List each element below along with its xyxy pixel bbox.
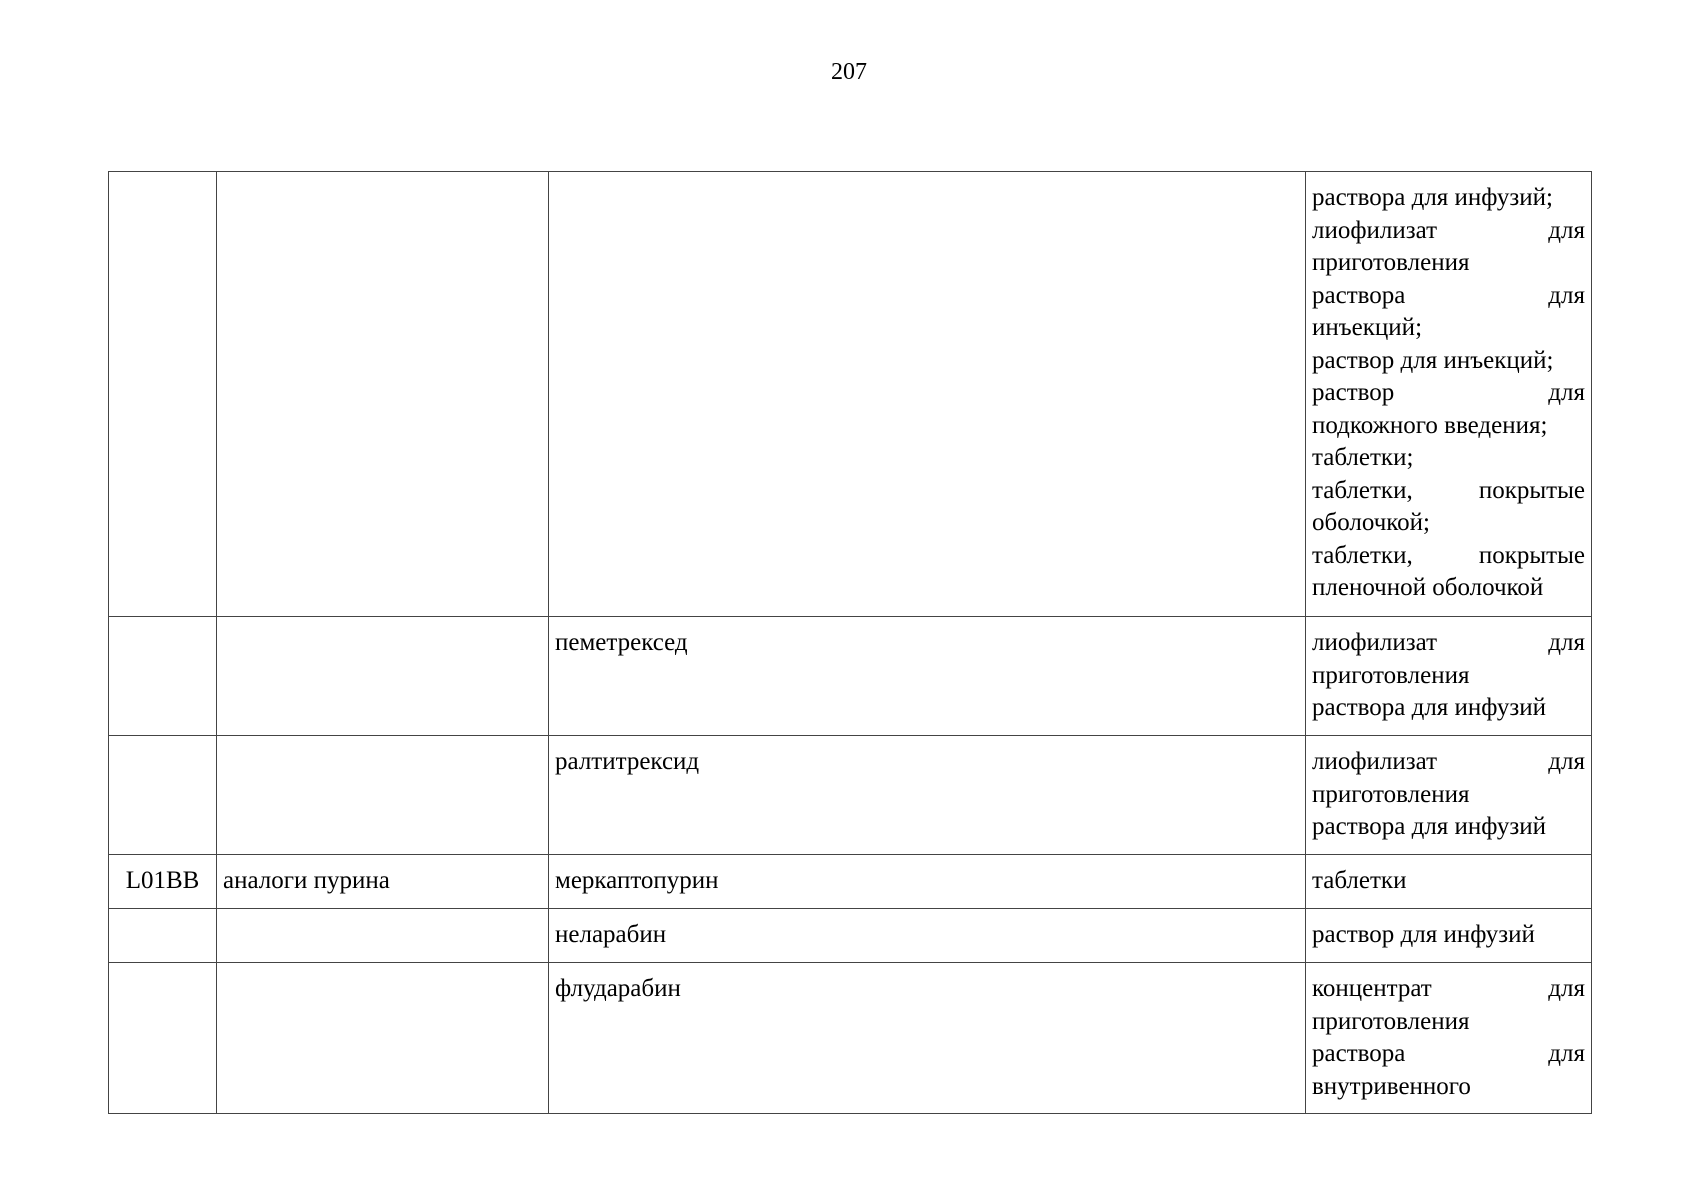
dosage-form-line: раствора для инфузий [1312,813,1547,840]
dosage-form-line: внутривенного [1312,1072,1471,1100]
dosage-form-line: приготовления [1312,249,1470,276]
dosage-form-cell [1306,963,1592,1114]
atc-code-cell [109,909,217,963]
drug-table [108,171,1592,1114]
page-number: 207 [831,59,867,85]
dosage-form-line: раствора для [1312,281,1585,309]
group-cell [217,172,549,617]
dosage-form-line: раствор для инфузий [1312,921,1535,948]
dosage-form-line: лиофилизат для [1312,216,1585,244]
table-row [109,736,1592,855]
atc-code-cell [109,617,217,736]
dosage-form-line: лиофилизат для [1312,748,1585,775]
dosage-form-cell [1306,172,1592,617]
dosage-form-line: концентрат для [1312,975,1585,1002]
group-cell [217,617,549,736]
dosage-form-line: приготовления [1312,780,1470,808]
dosage-form-cell [1306,736,1592,855]
group-cell [217,909,549,963]
dosage-form-line: приготовления [1312,661,1470,689]
dosage-form-line: раствора для [1312,1040,1585,1067]
table-row [109,855,1592,909]
group-cell [217,963,549,1114]
dosage-form-cell [1306,909,1592,963]
dosage-form-line: подкожного введения; [1312,411,1548,439]
dosage-form-line: пленочной оболочкой [1312,574,1544,601]
drug-table-body [109,172,1592,1114]
table-row [109,617,1592,736]
dosage-form-line: таблетки, покрытые [1312,541,1585,569]
group-cell [217,736,549,855]
dosage-form-line: раствор для [1312,379,1585,406]
atc-code-cell [109,172,217,617]
dosage-form-line: лиофилизат для [1312,629,1585,656]
drug-name-cell: ралтитрексид [549,736,1306,855]
dosage-form-line: инъекций; [1312,314,1423,341]
dosage-form-line: таблетки [1312,867,1407,894]
atc-code-cell [109,736,217,855]
drug-name-cell: неларабин [549,909,1306,963]
drug-name-cell: флударабин [549,963,1306,1114]
atc-code-cell [109,963,217,1114]
drug-name-cell [549,172,1306,617]
atc-code-cell: L01BB [109,855,217,909]
dosage-form-line: раствора для инфузий [1312,694,1547,721]
dosage-form-line: раствор для инъекций; [1312,346,1554,374]
dosage-form-line: таблетки, покрытые [1312,476,1585,504]
drug-name-cell: меркаптопурин [549,855,1306,909]
table-row [109,172,1592,617]
table-row [109,909,1592,963]
drug-name-cell: пеметрексед [549,617,1306,736]
dosage-form-cell [1306,617,1592,736]
table-row [109,963,1592,1114]
dosage-form-line: оболочкой; [1312,509,1430,536]
dosage-form-cell [1306,855,1592,909]
group-cell: аналоги пурина [217,855,549,909]
dosage-form-line: раствора для инфузий; [1312,184,1553,211]
dosage-form-line: таблетки; [1312,444,1414,471]
dosage-form-line: приготовления [1312,1007,1470,1035]
